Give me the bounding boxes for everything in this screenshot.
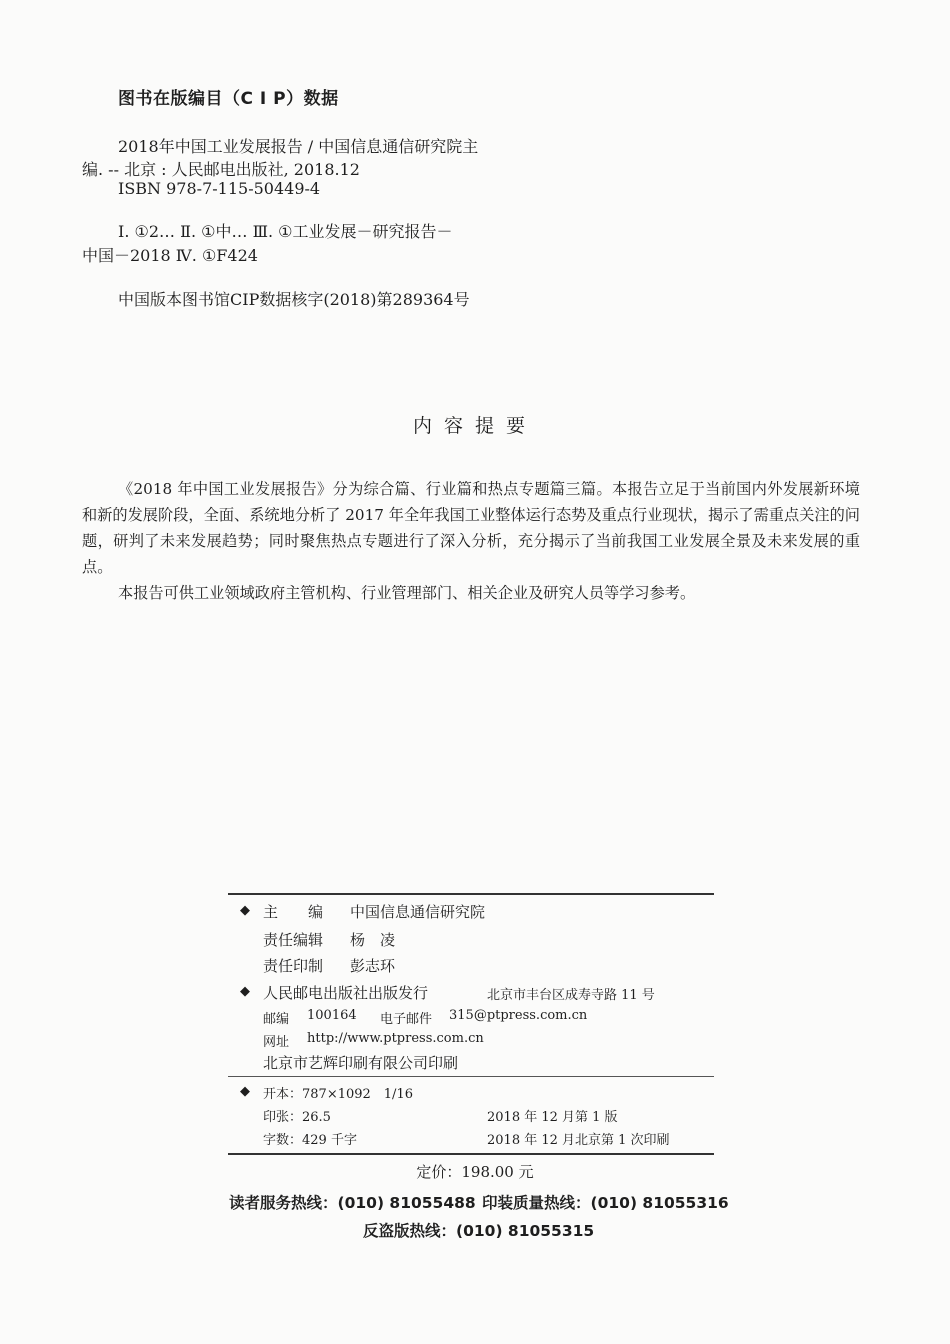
imprint-top-rule bbox=[228, 893, 714, 895]
imprint-bottom-rule bbox=[228, 1153, 714, 1155]
printer-line: 北京市艺辉印刷有限公司印刷 bbox=[263, 1054, 459, 1072]
responsible-printing-label: 责任印制 bbox=[263, 957, 324, 975]
editor-label: 主 编 bbox=[263, 903, 324, 921]
imprint-middle-rule bbox=[228, 1076, 714, 1077]
cip-title-line: 2018年中国工业发展报告 / 中国信息通信研究院主 bbox=[118, 137, 479, 156]
cip-classification-line: Ⅰ. ①2… Ⅱ. ①中… Ⅲ. ①工业发展－研究报告－ bbox=[118, 222, 453, 241]
summary-paragraph-2: 本报告可供工业领域政府主管机构、行业管理部门、相关企业及研究人员等学习参考。 bbox=[118, 584, 696, 602]
cip-heading: 图书在版编目（C I P）数据 bbox=[118, 89, 339, 109]
responsible-editor-label: 责任编辑 bbox=[263, 931, 324, 949]
editor-value: 中国信息通信研究院 bbox=[350, 903, 486, 921]
word-count-line: 字数：429 千字 bbox=[263, 1133, 357, 1148]
publisher-line: 人民邮电出版社出版发行 bbox=[263, 984, 429, 1002]
cip-classification-line-2: 中国－2018 Ⅳ. ①F424 bbox=[82, 246, 258, 265]
printing-line: 2018 年 12 月北京第 1 次印刷 bbox=[487, 1133, 670, 1148]
responsible-editor-value: 杨 凌 bbox=[350, 931, 396, 949]
print-quality-hotline: 印装质量热线：(010) 81055316 bbox=[482, 1194, 729, 1212]
summary-paragraph-1: 《2018 年中国工业发展报告》分为综合篇、行业篇和热点专题篇三篇。本报告立足于当前国内外发展新环境和新的发展阶段，全面、系统地分析了 2017 年全年我国工业整体运行态势及重点行业现状，揭示了需重点关注的问题，研判了未来发展趋势；同时聚焦热点专题进行了深入分析，充分揭示了当前我国工业发展全景及未来发展的重点。 bbox=[82, 480, 860, 576]
cip-isbn-line: ISBN 978-7-115-50449-4 bbox=[118, 179, 321, 198]
email-value: 315@ptpress.com.cn bbox=[449, 1008, 588, 1023]
summary-title: 内容提要 bbox=[412, 415, 537, 437]
website-value: http://www.ptpress.com.cn bbox=[307, 1031, 484, 1046]
postcode-label: 邮编 bbox=[263, 1012, 290, 1027]
format-line: 开本：787×1092 1/16 bbox=[263, 1087, 413, 1102]
postcode-value: 100164 bbox=[307, 1008, 357, 1023]
cip-publisher-line: 编. -- 北京 : 人民邮电出版社, 2018.12 bbox=[82, 160, 360, 179]
cip-record-number: 中国版本图书馆CIP数据核字(2018)第289364号 bbox=[118, 290, 470, 309]
bullet-diamond-icon: ◆ bbox=[240, 1084, 250, 1099]
sheets-line: 印张：26.5 bbox=[263, 1110, 331, 1125]
edition-line: 2018 年 12 月第 1 版 bbox=[487, 1110, 618, 1125]
publisher-address: 北京市丰台区成寿寺路 11 号 bbox=[487, 988, 655, 1003]
responsible-printing-value: 彭志环 bbox=[350, 957, 396, 975]
bullet-diamond-icon: ◆ bbox=[240, 903, 250, 918]
anti-piracy-hotline: 反盗版热线：(010) 81055315 bbox=[363, 1222, 595, 1240]
email-label: 电子邮件 bbox=[380, 1012, 433, 1027]
website-label: 网址 bbox=[263, 1035, 290, 1050]
reader-service-hotline: 读者服务热线：(010) 81055488 bbox=[229, 1194, 476, 1212]
price-line: 定价：198.00 元 bbox=[416, 1163, 534, 1181]
bullet-diamond-icon: ◆ bbox=[240, 984, 250, 999]
